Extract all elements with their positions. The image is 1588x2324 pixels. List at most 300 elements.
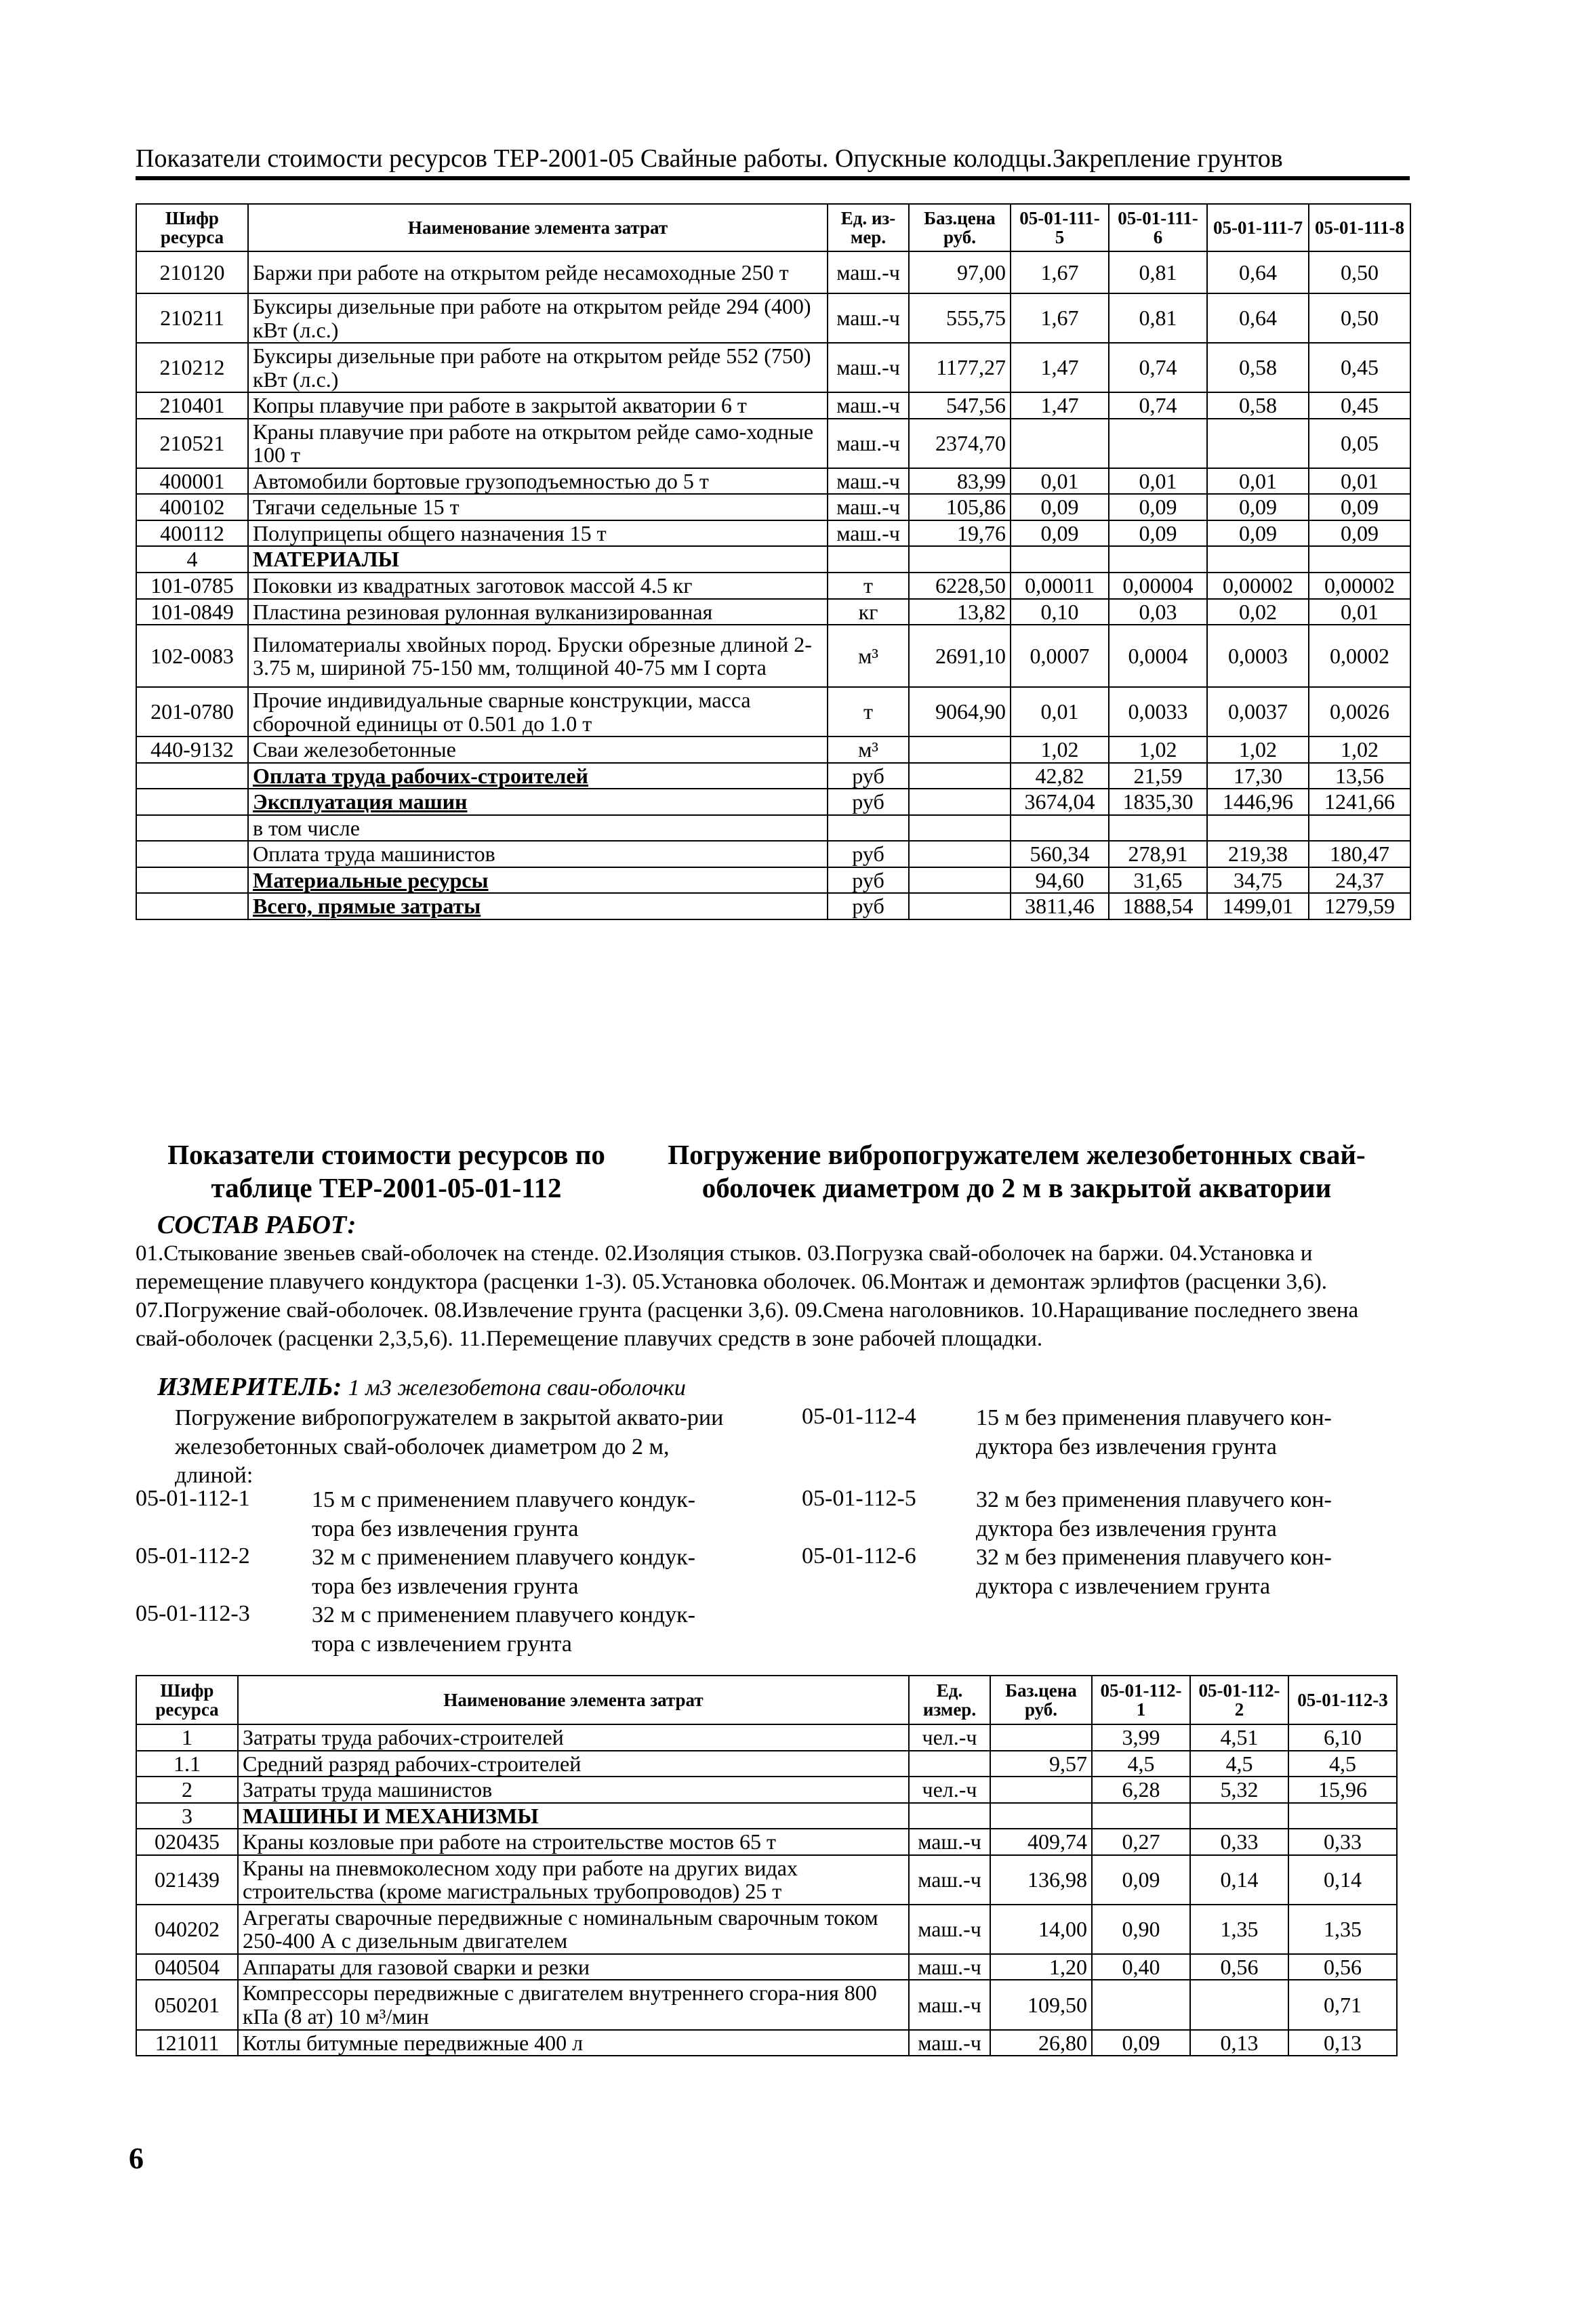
table-cell: Агрегаты сварочные передвижные с номинальным сварочным током 250-400 А с дизельным двигателем: [238, 1905, 909, 1954]
table-cell: 560,34: [1011, 841, 1109, 867]
table-cell: [909, 736, 1011, 763]
col-header: Баз.цена руб.: [990, 1676, 1092, 1724]
table-cell: Краны плавучие при работе на открытом рейде само-ходные 100 т: [248, 419, 828, 468]
table-cell: [1309, 815, 1410, 842]
table-cell: 0,09: [1109, 520, 1207, 547]
table-cell: 1,02: [1011, 736, 1109, 763]
table-cell: 0,09: [1011, 520, 1109, 547]
table-cell: 0,27: [1092, 1829, 1190, 1855]
table-cell: 210120: [136, 251, 248, 293]
table-cell: 4,5: [1092, 1751, 1190, 1777]
item-code: 05-01-112-1: [136, 1486, 250, 1511]
table-cell: Буксиры дизельные при работе на открытом рейде 552 (750) кВт (л.с.): [248, 343, 828, 392]
table-cell: 1,35: [1190, 1905, 1288, 1954]
table-cell: Затраты труда машинистов: [238, 1777, 909, 1803]
table-row: [136, 789, 1410, 815]
table-cell: 14,00: [990, 1905, 1092, 1954]
table-row: [136, 1724, 1397, 1751]
table-cell: 0,0033: [1109, 687, 1207, 736]
table-cell: 15,96: [1288, 1777, 1397, 1803]
table-cell: 102-0083: [136, 625, 248, 687]
table-cell: Сваи железобетонные: [248, 736, 828, 763]
table-cell: 1446,96: [1207, 789, 1309, 815]
table-cell: маш.-ч: [828, 494, 909, 520]
table-cell: 17,30: [1207, 763, 1309, 789]
table-cell: Оплата труда машинистов: [248, 841, 828, 867]
table-cell: 0,0004: [1109, 625, 1207, 687]
table-cell: Котлы битумные передвижные 400 л: [238, 2030, 909, 2056]
table-cell: 0,45: [1309, 392, 1410, 419]
table-cell: [1190, 1980, 1288, 2029]
table-cell: 19,76: [909, 520, 1011, 547]
page-number: 6: [129, 2142, 144, 2175]
table-cell: т: [828, 687, 909, 736]
table-cell: МАТЕРИАЛЫ: [248, 546, 828, 573]
table-cell: 0,09: [1109, 494, 1207, 520]
table-cell: 1,02: [1207, 736, 1309, 763]
item-text: 15 м с применением плавучего кондук-тора без извлечения грунта: [312, 1487, 695, 1541]
table-cell: [136, 815, 248, 842]
table-row: [136, 251, 1410, 293]
table-row: [136, 687, 1410, 736]
table-cell: 4: [136, 546, 248, 573]
table-row: [136, 343, 1410, 392]
table-cell: маш.-ч: [828, 520, 909, 547]
table-cell: 0,74: [1109, 343, 1207, 392]
table-row: [136, 625, 1410, 687]
table-cell: [1207, 815, 1309, 842]
table-cell: 1,67: [1011, 251, 1109, 293]
table-row: [136, 736, 1410, 763]
table-cell: маш.-ч: [909, 1829, 990, 1855]
col-header: 05-01-111-6: [1109, 204, 1207, 251]
table-row: [136, 573, 1410, 599]
table-cell: Пиломатериалы хвойных пород. Бруски обрезные длиной 2-3.75 м, шириной 75-150 мм, толщиной 40-75 мм I сорта: [248, 625, 828, 687]
table-cell: 105,86: [909, 494, 1011, 520]
table-cell: [909, 893, 1011, 919]
table-cell: 040504: [136, 1954, 238, 1980]
table-row: [136, 893, 1410, 919]
table-cell: 040202: [136, 1905, 238, 1954]
table-cell: 3674,04: [1011, 789, 1109, 815]
table-cell: 0,09: [1207, 494, 1309, 520]
table-cell: 400102: [136, 494, 248, 520]
table-cell: 278,91: [1109, 841, 1207, 867]
table-cell: 0,01: [1011, 468, 1109, 495]
table-cell: 1888,54: [1109, 893, 1207, 919]
col-header: Наименование элемента затрат: [238, 1676, 909, 1724]
table-cell: 020435: [136, 1829, 238, 1855]
table-cell: 0,02: [1207, 599, 1309, 625]
table-cell: Тягачи седельные 15 т: [248, 494, 828, 520]
table-cell: 021439: [136, 1855, 238, 1905]
resource-table-111: [136, 203, 1411, 920]
table-cell: 0,03: [1109, 599, 1207, 625]
table-cell: [1092, 1803, 1190, 1829]
item-text: 15 м без применения плавучего кон-дуктора без извлечения грунта: [976, 1405, 1332, 1459]
table-cell: кг: [828, 599, 909, 625]
col-header: Ед. измер.: [909, 1676, 990, 1724]
table-cell: 109,50: [990, 1980, 1092, 2029]
table-cell: Всего, прямые затраты: [248, 893, 828, 919]
table-cell: Средний разряд рабочих-строителей: [238, 1751, 909, 1777]
table-cell: [909, 841, 1011, 867]
table-cell: маш.-ч: [909, 1980, 990, 2029]
table-cell: 547,56: [909, 392, 1011, 419]
table-cell: 0,0037: [1207, 687, 1309, 736]
table-cell: 24,37: [1309, 867, 1410, 894]
item-text: 32 м без применения плавучего кон-дуктора без извлечения грунта: [976, 1487, 1332, 1541]
table-cell: 121011: [136, 2030, 238, 2056]
table-cell: [1309, 546, 1410, 573]
table-cell: 0,00002: [1207, 573, 1309, 599]
table-cell: [1109, 815, 1207, 842]
table-cell: [828, 815, 909, 842]
table-cell: 1499,01: [1207, 893, 1309, 919]
table-cell: 0,0003: [1207, 625, 1309, 687]
table-cell: 210401: [136, 392, 248, 419]
table-cell: 555,75: [909, 293, 1011, 343]
table-row: [136, 419, 1410, 468]
table-row: [136, 392, 1410, 419]
table-cell: маш.-ч: [909, 2030, 990, 2056]
table-cell: 0,71: [1288, 1980, 1397, 2029]
table-cell: 0,64: [1207, 293, 1309, 343]
table-cell: 0,45: [1309, 343, 1410, 392]
table-cell: 219,38: [1207, 841, 1309, 867]
table-cell: 0,13: [1288, 2030, 1397, 2056]
table-cell: МАШИНЫ И МЕХАНИЗМЫ: [238, 1803, 909, 1829]
table-cell: [828, 546, 909, 573]
table-cell: 400001: [136, 468, 248, 495]
table-cell: 4,5: [1288, 1751, 1397, 1777]
table-cell: 210521: [136, 419, 248, 468]
section-title-right: Погружение вибропогружателем железобетонных свай-оболочек диаметром до 2 м в закрытой акватории: [668, 1139, 1366, 1204]
col-header: 05-01-112-2: [1190, 1676, 1288, 1724]
table-cell: 0,01: [1109, 468, 1207, 495]
table-cell: 1.1: [136, 1751, 238, 1777]
table-cell: Компрессоры передвижные с двигателем внутреннего сгора-ния 800 кПа (8 ат) 10 м³/мин: [238, 1980, 909, 2029]
item-code: 05-01-112-4: [802, 1404, 916, 1429]
table-row: [136, 468, 1410, 495]
table-cell: чел.-ч: [909, 1724, 990, 1751]
table-cell: 6,28: [1092, 1777, 1190, 1803]
table-cell: 0,00004: [1109, 573, 1207, 599]
table-cell: 409,74: [990, 1829, 1092, 1855]
table-cell: 9,57: [990, 1751, 1092, 1777]
table-cell: 101-0849: [136, 599, 248, 625]
table-row: [136, 599, 1410, 625]
table-cell: 3,99: [1092, 1724, 1190, 1751]
table-cell: 050201: [136, 1980, 238, 2029]
col-header: Шифр ресурса: [136, 204, 248, 251]
table-cell: 94,60: [1011, 867, 1109, 894]
table-cell: 0,50: [1309, 251, 1410, 293]
table-cell: 0,00011: [1011, 573, 1109, 599]
table-cell: 0,33: [1288, 1829, 1397, 1855]
intro-text: Погружение вибропогружателем в закрытой аквато-рии железобетонных свай-оболочек диаметром до 2 м, длиной:: [175, 1405, 724, 1488]
table-cell: 1177,27: [909, 343, 1011, 392]
table-cell: [1190, 1803, 1288, 1829]
table-cell: 0,40: [1092, 1954, 1190, 1980]
table-cell: маш.-ч: [828, 293, 909, 343]
table-cell: 1: [136, 1724, 238, 1751]
table-cell: 1,02: [1309, 736, 1410, 763]
table-cell: 1,47: [1011, 392, 1109, 419]
table-cell: Прочие индивидуальные сварные конструкции, масса сборочной единицы от 0.501 до 1.0 т: [248, 687, 828, 736]
table-cell: 0,0026: [1309, 687, 1410, 736]
table-header-row: [136, 1676, 1397, 1724]
table-cell: Автомобили бортовые грузоподъемностью до 5 т: [248, 468, 828, 495]
col-header: 05-01-112-3: [1288, 1676, 1397, 1724]
table-cell: 0,50: [1309, 293, 1410, 343]
table-cell: 42,82: [1011, 763, 1109, 789]
table-cell: [1207, 546, 1309, 573]
table-cell: Краны на пневмоколесном ходу при работе на других видах строительства (кроме магистральных трубопроводов) 25 т: [238, 1855, 909, 1905]
table-cell: [1109, 546, 1207, 573]
table-cell: 210212: [136, 343, 248, 392]
table-cell: 0,09: [1207, 520, 1309, 547]
table-cell: руб: [828, 841, 909, 867]
table-cell: Поковки из квадратных заготовок массой 4.5 кг: [248, 573, 828, 599]
table-cell: Буксиры дизельные при работе на открытом рейде 294 (400) кВт (л.с.): [248, 293, 828, 343]
table-cell: 1,02: [1109, 736, 1207, 763]
measure-value: 1 м3 железобетона сваи-оболочки: [348, 1375, 686, 1400]
table-row: [136, 520, 1410, 547]
table-cell: Аппараты для газовой сварки и резки: [238, 1954, 909, 1980]
table-cell: 83,99: [909, 468, 1011, 495]
table-cell: 1241,66: [1309, 789, 1410, 815]
table-cell: 0,01: [1207, 468, 1309, 495]
table-cell: 0,09: [1092, 1855, 1190, 1905]
table-cell: 2374,70: [909, 419, 1011, 468]
table-cell: маш.-ч: [828, 343, 909, 392]
col-header: Шифр ресурса: [136, 1676, 238, 1724]
table-cell: [990, 1724, 1092, 1751]
col-header: Ед. из-мер.: [828, 204, 909, 251]
table-cell: 4,5: [1190, 1751, 1288, 1777]
table-cell: 34,75: [1207, 867, 1309, 894]
table-cell: Затраты труда рабочих-строителей: [238, 1724, 909, 1751]
table-row: [136, 2030, 1397, 2056]
table-cell: [1207, 419, 1309, 468]
col-header: Баз.цена руб.: [909, 204, 1011, 251]
table-cell: 201-0780: [136, 687, 248, 736]
table-cell: маш.-ч: [828, 251, 909, 293]
table-cell: 0,58: [1207, 343, 1309, 392]
table-cell: 31,65: [1109, 867, 1207, 894]
table-cell: Копры плавучие при работе в закрытой акватории 6 т: [248, 392, 828, 419]
table-cell: 0,0002: [1309, 625, 1410, 687]
table-cell: 2: [136, 1777, 238, 1803]
table-cell: [990, 1803, 1092, 1829]
table-cell: [909, 867, 1011, 894]
table-cell: [136, 763, 248, 789]
table-cell: 0,64: [1207, 251, 1309, 293]
table-cell: Краны козловые при работе на строительстве мостов 65 т: [238, 1829, 909, 1855]
table-row: [136, 546, 1410, 573]
table-row: [136, 841, 1410, 867]
table-cell: [909, 815, 1011, 842]
table-cell: руб: [828, 893, 909, 919]
table-cell: 1,20: [990, 1954, 1092, 1980]
table-cell: 0,14: [1190, 1855, 1288, 1905]
table-cell: [990, 1777, 1092, 1803]
table-cell: 0,09: [1092, 2030, 1190, 2056]
table-cell: маш.-ч: [909, 1905, 990, 1954]
col-header: 05-01-112-1: [1092, 1676, 1190, 1724]
table-row: [136, 1751, 1397, 1777]
table-cell: 5,32: [1190, 1777, 1288, 1803]
item-text: 32 м без применения плавучего кон-дуктора с извлечением грунта: [976, 1545, 1332, 1599]
measure-label-text: ИЗМЕРИТЕЛЬ:: [157, 1373, 342, 1401]
table-cell: 0,00002: [1309, 573, 1410, 599]
table-cell: 26,80: [990, 2030, 1092, 2056]
page-header: Показатели стоимости ресурсов ТЕР-2001-05 Свайные работы. Опускные колодцы.Закрепление грунтов: [136, 144, 1410, 180]
table-cell: 0,81: [1109, 251, 1207, 293]
table-cell: руб: [828, 763, 909, 789]
table-cell: маш.-ч: [909, 1855, 990, 1905]
table-cell: 0,13: [1190, 2030, 1288, 2056]
table-cell: маш.-ч: [909, 1954, 990, 1980]
table-cell: руб: [828, 789, 909, 815]
table-cell: [1011, 546, 1109, 573]
table-cell: [136, 893, 248, 919]
table-row: [136, 1954, 1397, 1980]
table-cell: м³: [828, 625, 909, 687]
resource-table-112: [136, 1675, 1398, 2056]
table-cell: 0,10: [1011, 599, 1109, 625]
table-cell: 0,33: [1190, 1829, 1288, 1855]
table-cell: [909, 763, 1011, 789]
table-cell: 440-9132: [136, 736, 248, 763]
table-cell: 0,90: [1092, 1905, 1190, 1954]
table-cell: 0,09: [1309, 520, 1410, 547]
table-cell: 2691,10: [909, 625, 1011, 687]
table-row: [136, 1980, 1397, 2029]
work-description: 01.Стыкование звеньев свай-оболочек на стенде. 02.Изоляция стыков. 03.Погрузка свай-оболочек на баржи. 04.Установка и перемещение плавучего кондуктора (расценки 1-3). 05.Установка оболочек. 06.Монтаж и демонтаж эрлифтов (расценки 3,6). 07.Погружение свай-оболочек. 08.Извлечение грунта (расценки 3,6). 09.Смена наголовников. 10.Наращивание последнего звена свай-оболочек (расценки 2,3,5,6). 11.Перемещение плавучих средств в зоне рабочей площадки.: [136, 1241, 1359, 1351]
table-cell: [1011, 419, 1109, 468]
table-cell: Полуприцепы общего назначения 15 т: [248, 520, 828, 547]
table-cell: 6228,50: [909, 573, 1011, 599]
table-cell: 13,82: [909, 599, 1011, 625]
table-cell: [136, 841, 248, 867]
table-cell: 3811,46: [1011, 893, 1109, 919]
table-cell: 0,56: [1190, 1954, 1288, 1980]
table-cell: 101-0785: [136, 573, 248, 599]
table-cell: Эксплуатация машин: [248, 789, 828, 815]
col-header: 05-01-111-5: [1011, 204, 1109, 251]
table-cell: 0,01: [1309, 468, 1410, 495]
table-cell: 4,51: [1190, 1724, 1288, 1751]
table-header-row: [136, 204, 1410, 251]
item-text: 32 м с применением плавучего кондук-тора с извлечением грунта: [312, 1602, 695, 1657]
item-code: 05-01-112-2: [136, 1543, 250, 1569]
table-cell: 0,01: [1011, 687, 1109, 736]
table-cell: 21,59: [1109, 763, 1207, 789]
table-cell: [909, 1751, 990, 1777]
item-code: 05-01-112-5: [802, 1486, 916, 1511]
table-cell: Материальные ресурсы: [248, 867, 828, 894]
table-cell: 136,98: [990, 1855, 1092, 1905]
table-cell: [136, 789, 248, 815]
table-cell: 0,09: [1309, 494, 1410, 520]
item-code: 05-01-112-3: [136, 1601, 250, 1626]
item-code: 05-01-112-6: [802, 1543, 916, 1569]
table-cell: [1109, 419, 1207, 468]
table-cell: 1835,30: [1109, 789, 1207, 815]
table-cell: 0,58: [1207, 392, 1309, 419]
table-cell: в том числе: [248, 815, 828, 842]
table-row: [136, 815, 1410, 842]
table-cell: маш.-ч: [828, 392, 909, 419]
table-cell: 0,14: [1288, 1855, 1397, 1905]
table-cell: 6,10: [1288, 1724, 1397, 1751]
table-row: [136, 763, 1410, 789]
table-row: [136, 1829, 1397, 1855]
table-cell: [1288, 1803, 1397, 1829]
table-cell: 13,56: [1309, 763, 1410, 789]
table-cell: маш.-ч: [828, 419, 909, 468]
table-cell: [1011, 815, 1109, 842]
table-cell: 9064,90: [909, 687, 1011, 736]
table-cell: [136, 867, 248, 894]
item-text: 32 м с применением плавучего кондук-тора без извлечения грунта: [312, 1545, 695, 1599]
table-cell: 1279,59: [1309, 893, 1410, 919]
table-cell: т: [828, 573, 909, 599]
table-cell: Баржи при работе на открытом рейде несамоходные 250 т: [248, 251, 828, 293]
table-row: [136, 1803, 1397, 1829]
table-cell: 0,81: [1109, 293, 1207, 343]
table-cell: м³: [828, 736, 909, 763]
table-cell: Пластина резиновая рулонная вулканизированная: [248, 599, 828, 625]
table-cell: 0,0007: [1011, 625, 1109, 687]
table-row: [136, 1855, 1397, 1905]
table-cell: 210211: [136, 293, 248, 343]
table-cell: 0,56: [1288, 1954, 1397, 1980]
table-cell: 97,00: [909, 251, 1011, 293]
measure-label: [157, 1372, 686, 1402]
table-cell: [909, 546, 1011, 573]
table-row: [136, 293, 1410, 343]
table-cell: [909, 789, 1011, 815]
table-cell: 3: [136, 1803, 238, 1829]
work-label: СОСТАВ РАБОТ:: [157, 1211, 357, 1239]
table-row: [136, 1905, 1397, 1954]
table-cell: [909, 1803, 990, 1829]
table-cell: 0,09: [1011, 494, 1109, 520]
table-cell: [1092, 1980, 1190, 2029]
table-cell: 0,05: [1309, 419, 1410, 468]
table-cell: 1,35: [1288, 1905, 1397, 1954]
table-row: [136, 494, 1410, 520]
table-cell: 400112: [136, 520, 248, 547]
table-cell: 1,67: [1011, 293, 1109, 343]
table-cell: руб: [828, 867, 909, 894]
table-cell: 0,01: [1309, 599, 1410, 625]
table-row: [136, 867, 1410, 894]
col-header: 05-01-111-8: [1309, 204, 1410, 251]
col-header: Наименование элемента затрат: [248, 204, 828, 251]
table-cell: 0,74: [1109, 392, 1207, 419]
table-row: [136, 1777, 1397, 1803]
table-cell: Оплата труда рабочих-строителей: [248, 763, 828, 789]
table-cell: маш.-ч: [828, 468, 909, 495]
table-cell: чел.-ч: [909, 1777, 990, 1803]
table-cell: 1,47: [1011, 343, 1109, 392]
col-header: 05-01-111-7: [1207, 204, 1309, 251]
section-title-left: Показатели стоимости ресурсов по таблице ТЕР-2001-05-01-112: [167, 1139, 605, 1204]
